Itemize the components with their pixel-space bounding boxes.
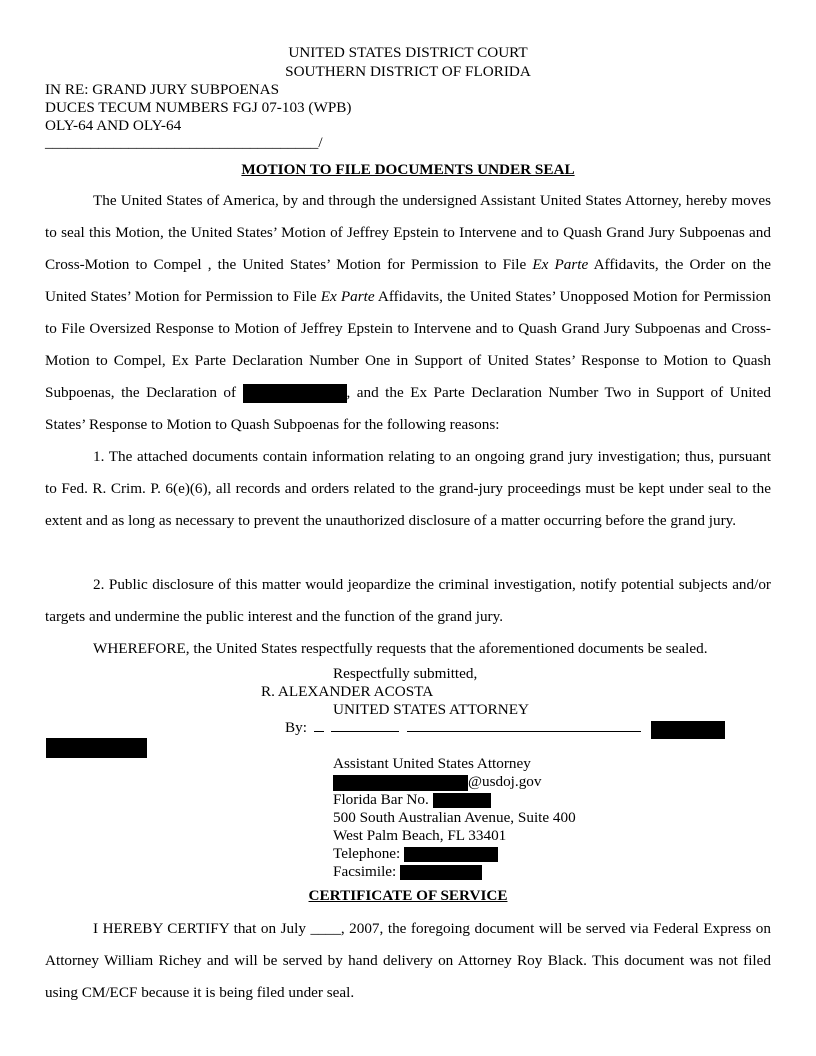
redacted-signer-name-b (46, 738, 147, 758)
intro-text-c: Affidavits, the Order on the United States’ Motion for Permission to File (45, 256, 772, 305)
signature-bar-number (333, 791, 491, 809)
signature-us-attorney-name: R. ALEXANDER ACOSTA (261, 683, 434, 700)
signature-address-2: West Palm Beach, FL 33401 (333, 827, 507, 844)
intro-text-a: The United States of America, by and through the undersigned Assistant United States Attorney, hereby moves to seal this Motion, the United States’ Motion of Jeffrey Epstein to Intervene and to Quash Grand Jury Subpoenas and Cross-Motion to Compel , the United States’ Motion for Permission to File (45, 192, 771, 273)
signature-by-line (285, 719, 641, 737)
telephone-label: Telephone: (333, 845, 401, 862)
signature-rule-3 (407, 719, 641, 732)
signature-rule-2 (331, 719, 399, 732)
signature-office: UNITED STATES ATTORNEY (333, 701, 529, 718)
signature-closing: Respectfully submitted, (333, 665, 478, 682)
caption-line-2: DUCES TECUM NUMBERS FGJ 07-103 (WPB) (45, 99, 352, 116)
redacted-bar-number (433, 793, 491, 808)
caption-line-3: OLY-64 AND OLY-64 (45, 117, 182, 134)
facsimile-label: Facsimile: (333, 863, 397, 880)
signature-email (333, 773, 541, 791)
bar-label: Florida Bar No. (333, 791, 429, 808)
signature-telephone (333, 845, 498, 863)
intro-text-e: Affidavits, the United States’ Unopposed Motion for Permission to File Oversized Response to Motion of Jeffrey Epstein to Intervene and to Quash Grand Jury Subpoenas and Cross-Motion to Compel, Ex Parte Declaration Number One in Support of United States’ Response to Motion to Quash Subpoenas, the Declaration of (45, 288, 771, 401)
signature-rule-1 (314, 719, 324, 732)
signature-address-1: 500 South Australian Avenue, Suite 400 (333, 809, 576, 826)
caption-line-1: IN RE: GRAND JURY SUBPOENAS (45, 81, 280, 98)
intro-italic-ex-parte-2: Ex Parte (320, 288, 375, 305)
certificate-title: CERTIFICATE OF SERVICE (308, 887, 508, 904)
motion-title: MOTION TO FILE DOCUMENTS UNDER SEAL (241, 161, 575, 178)
motion-point-2: 2. Public disclosure of this matter would jeopardize the criminal investigation, notify potential subjects and/or targets and undermine the public interest and the function of the grand jury. (45, 576, 771, 625)
intro-italic-ex-parte-1: Ex Parte (532, 256, 589, 273)
email-domain: @usdoj.gov (468, 773, 542, 790)
signature-facsimile (333, 863, 482, 881)
caption-rule: ____________________________________/ (45, 134, 323, 151)
intro-text-f: , and the Ex Parte Declaration Number Two in Support of United States’ Response to Motion to Quash Subpoenas for the following reasons: (45, 384, 771, 433)
court-district: SOUTHERN DISTRICT OF FLORIDA (285, 63, 531, 80)
redacted-signer-name-a (651, 721, 725, 739)
by-label: By: (285, 719, 307, 736)
redacted-email-user (333, 775, 468, 791)
motion-wherefore: WHEREFORE, the United States respectfully requests that the aforementioned documents be sealed. (93, 640, 708, 657)
motion-point-1: 1. The attached documents contain information relating to an ongoing grand jury investigation; thus, pursuant to Fed. R. Crim. P. 6(e)(6), all records and orders related to the grand-jury proceedings must be kept under seal to the extent and as long as necessary to prevent the unauthorized disclosure of a matter occurring before the grand jury. (45, 448, 771, 529)
court-name: UNITED STATES DISTRICT COURT (288, 44, 528, 61)
motion-intro-paragraph (45, 185, 771, 441)
signature-ausa-title: Assistant United States Attorney (333, 755, 531, 772)
redacted-declarant-name (243, 384, 347, 403)
redacted-facsimile (400, 865, 482, 880)
certificate-text: I HEREBY CERTIFY that on July ____, 2007, the foregoing document will be served via Federal Express on Attorney William Richey and will be served by hand delivery on Attorney Roy Black. This document was not filed using CM/ECF because it is being filed under seal. (45, 920, 771, 1001)
redacted-telephone (404, 847, 498, 862)
